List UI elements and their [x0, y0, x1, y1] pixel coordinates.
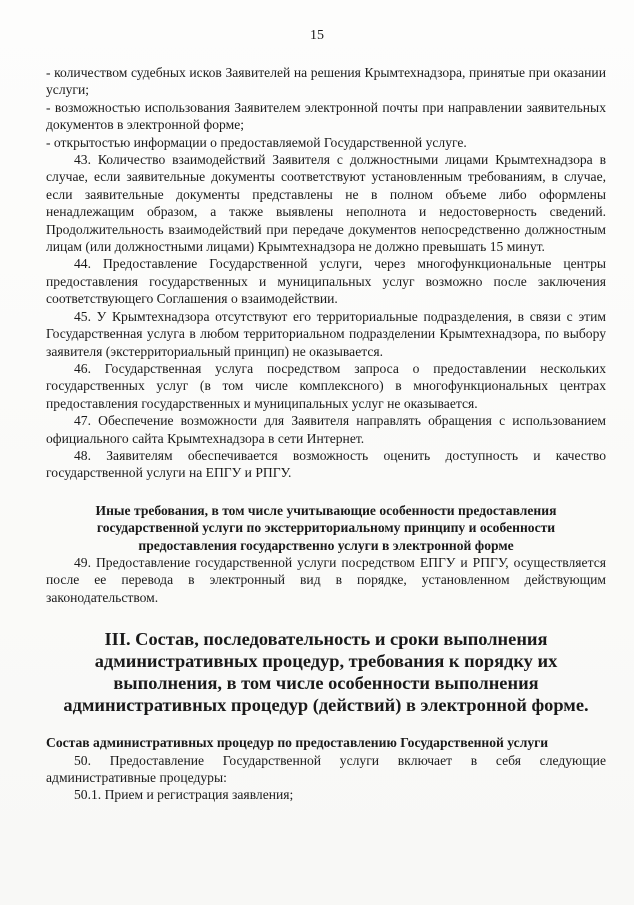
paragraph-50: 50. Предоставление Государственной услуги включает в себя следующие административные процедуры:	[46, 752, 606, 785]
paragraph-45: 45. У Крымтехнадзора отсутствуют его территориальные подразделения, в связи с этим Государственная услуга в любом территориальном подразделении Крымтехнадзора, по выбору заявителя (экстерриториальный принцип) не оказывается.	[46, 308, 606, 359]
section-heading: Иные требования, в том числе учитывающие особенности предоставления государственной услуги по экстерриториальному принципу и особенности предоставления государственно услуги в электронной форме	[95, 502, 557, 553]
paragraph-43: 43. Количество взаимодействий Заявителя с должностными лицами Крымтехнадзора в случае, если заявительные документы соответствуют установленным требованиям, в случае, если заявительные документы представлены не в полном объеме либо оформлены ненадлежащим образом, а также выявлены неполнота и недостоверность сведений. Продолжительность взаимодействий при передаче документов непосредственно должностным лицам (или должностными лицами) Крымтехнадзора не должно превышать 15 минут.	[46, 152, 606, 255]
document-body	[46, 64, 606, 804]
page-number: 15	[310, 28, 324, 43]
paragraph-44: 44. Предоставление Государственной услуги, через многофункциональные центры предоставления государственных и муниципальных услуг возможно после заключения соответствующего Соглашения о взаимодействии.	[46, 256, 606, 307]
chapter-heading: III. Состав, последовательность и сроки выполнения административных процедур, требования к порядку их выполнения, в том числе особенности выполнения административных процедур (действий) в электронной форме.	[63, 629, 589, 716]
paragraph-47: 47. Обеспечение возможности для Заявителя направлять обращения с использованием официального сайта Крымтехнадзора в сети Интернет.	[46, 413, 606, 446]
paragraph-bullet-lawsuits: - количеством судебных исков Заявителей на решения Крымтехнадзора, принятые при оказании услуги;	[46, 65, 606, 98]
paragraph-bullet-openness: - открытостью информации о предоставляемой Государственной услуге.	[46, 134, 467, 150]
paragraph-50-1: 50.1. Прием и регистрация заявления;	[74, 787, 294, 803]
subheading: Состав административных процедур по предоставлению Государственной услуги	[46, 735, 549, 751]
paragraph-48: 48. Заявителям обеспечивается возможность оценить доступность и качество государственной услуги на ЕПГУ и РПГУ.	[46, 447, 606, 481]
paragraph-bullet-email: - возможностью использования Заявителем электронной почты при направлении заявительных документов в электронной форме;	[46, 99, 606, 133]
paragraph-49: 49. Предоставление государственной услуги посредством ЕПГУ и РПГУ, осуществляется после ее перевода в электронный вид в порядке, установленном действующим законодательством.	[46, 554, 606, 605]
paragraph-46: 46. Государственная услуга посредством запроса о предоставлении нескольких государственных услуг (в том числе комплексного) в многофункциональных центрах предоставления государственных и муниципальных услуг не оказывается.	[46, 360, 606, 411]
